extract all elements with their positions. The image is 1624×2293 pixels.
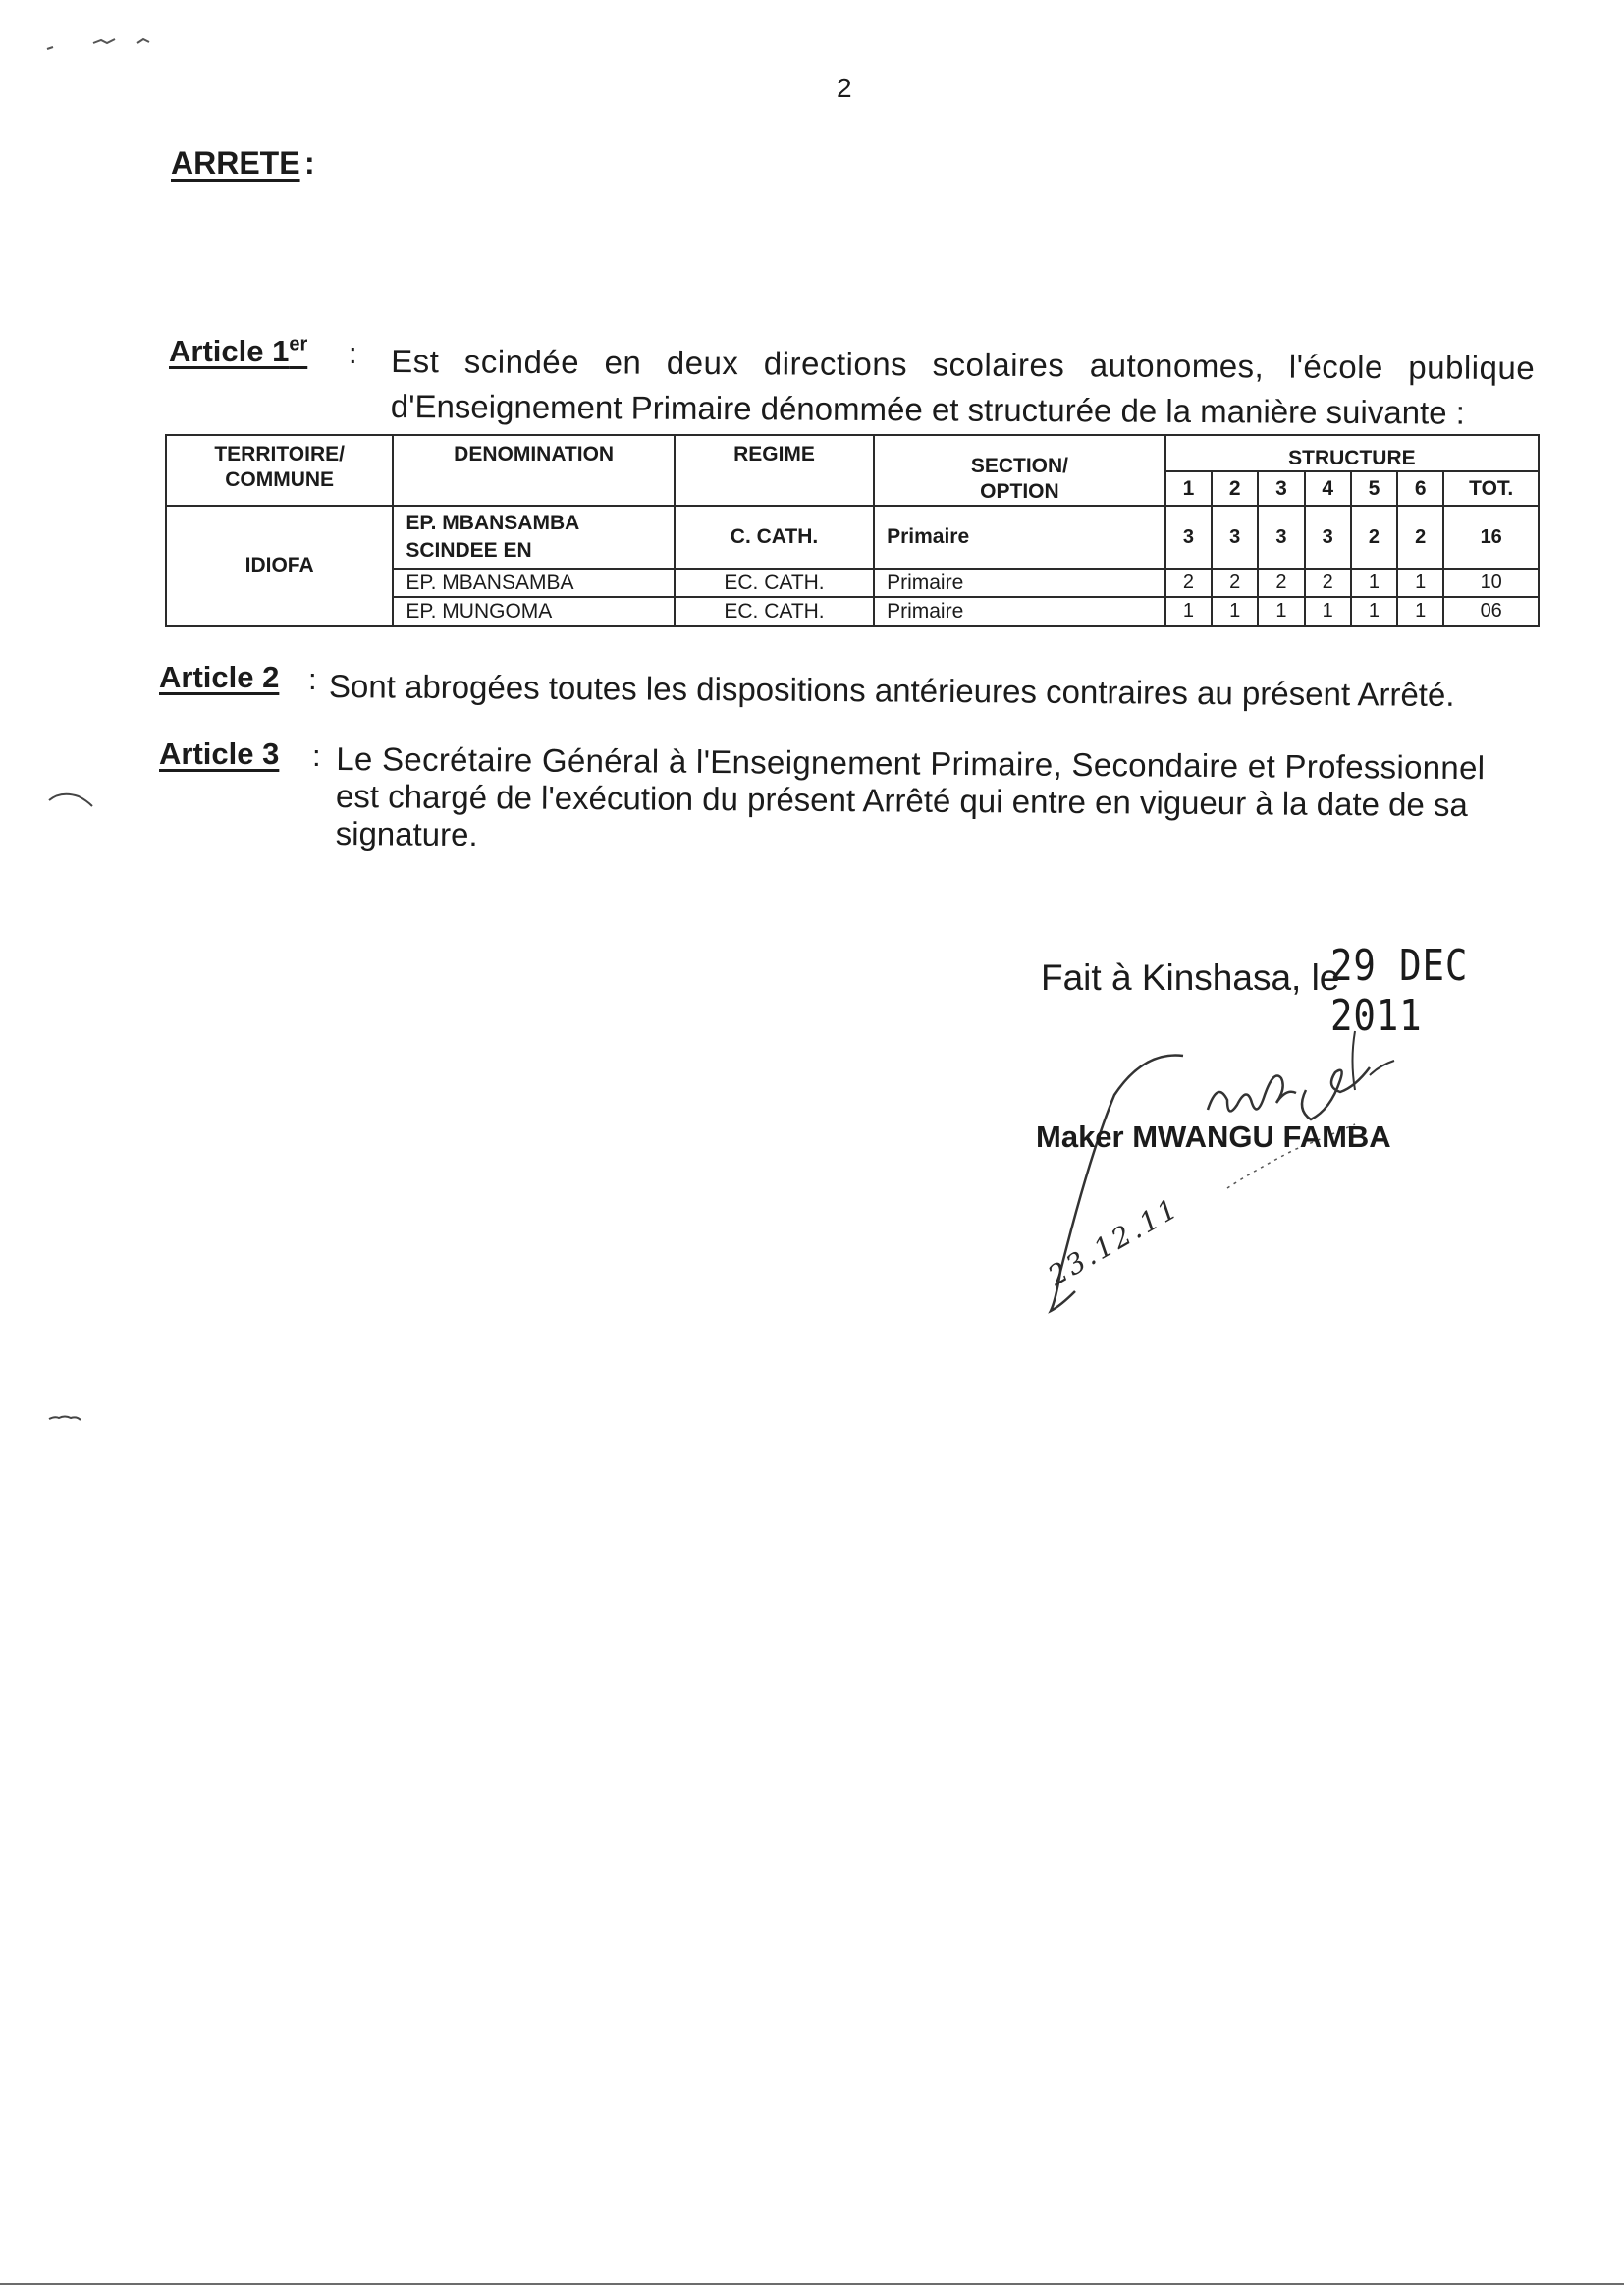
article-3-label: Article 3: [159, 737, 280, 771]
school-structure-table: [165, 434, 1540, 627]
class-cell: 2: [1258, 569, 1304, 597]
article-3-text: [336, 740, 1515, 861]
class-cell: 1: [1212, 597, 1258, 626]
header-total: TOT.: [1443, 471, 1539, 506]
decree-heading: ARRETE: [171, 145, 300, 181]
article-3-line-1: Le Secrétaire Général à l'Enseignement Primaire, Secondaire et Professionnel: [336, 740, 1486, 787]
article-2-colon: :: [308, 662, 317, 696]
denomination-cell: EP. MUNGOMA: [393, 597, 675, 626]
signer-name: Maker MWANGU FAMBA: [1036, 1119, 1391, 1154]
class-cell: 1: [1351, 569, 1397, 597]
article-1-line-1: Est scindée en deux directions scolaires autonomes, l'école publique: [391, 343, 1536, 387]
section-cell: Primaire: [874, 597, 1165, 626]
section-cell: Primaire: [874, 569, 1165, 597]
regime-cell: C. CATH.: [675, 506, 874, 569]
article-3-colon: :: [312, 738, 321, 773]
place-and-date-line: Fait à Kinshasa, le: [1041, 957, 1340, 998]
table-row: [166, 506, 1539, 569]
article-1-label: Article 1er: [169, 334, 308, 369]
article-1-line-2: d'Enseignement Primaire dénommée et structurée de la manière suivante :: [390, 387, 1465, 431]
regime-cell: EC. CATH.: [675, 597, 874, 626]
header-class-2: 2: [1212, 471, 1258, 506]
class-cell: 1: [1397, 569, 1443, 597]
heading-colon: :: [304, 145, 315, 181]
class-cell: 1: [1351, 597, 1397, 626]
regime-cell: EC. CATH.: [675, 569, 874, 597]
article-2-label: Article 2: [159, 660, 280, 694]
header-class-1: 1: [1165, 471, 1212, 506]
handwritten-date: 23.12.11: [1042, 1190, 1186, 1292]
class-cell: 2: [1165, 569, 1212, 597]
class-cell: 1: [1305, 597, 1351, 626]
class-cell: 3: [1165, 506, 1212, 569]
class-cell: 2: [1305, 569, 1351, 597]
article-2-text: Sont abrogées toutes les dispositions antérieures contraires au présent Arrêté.: [328, 668, 1455, 714]
class-cell: 2: [1212, 569, 1258, 597]
header-class-6: 6: [1397, 471, 1443, 506]
denomination-cell: EP. MBANSAMBA: [393, 569, 675, 597]
class-cell: 3: [1305, 506, 1351, 569]
total-cell: 16: [1443, 506, 1539, 569]
class-cell: 1: [1397, 597, 1443, 626]
article-1-text: [391, 339, 1536, 436]
header-territoire: TERRITOIRE/ COMMUNE: [166, 435, 393, 506]
total-cell: 10: [1443, 569, 1539, 597]
class-cell: 2: [1351, 506, 1397, 569]
page-bottom-rule: [0, 2283, 1624, 2285]
territoire-cell: IDIOFA: [166, 506, 393, 626]
header-class-4: 4: [1305, 471, 1351, 506]
header-structure: STRUCTURE: [1165, 435, 1539, 471]
section-cell: Primaire: [874, 506, 1165, 569]
header-denomination: DENOMINATION: [393, 435, 675, 506]
class-cell: 1: [1165, 597, 1212, 626]
date-stamp: 29 DEC 2011: [1330, 941, 1469, 1041]
page-number: 2: [837, 73, 852, 103]
header-class-5: 5: [1351, 471, 1397, 506]
article-3-line-3: signature.: [335, 814, 478, 853]
denomination-cell: EP. MBANSAMBA SCINDEE EN: [393, 506, 675, 569]
header-regime: REGIME: [675, 435, 874, 506]
class-cell: 3: [1212, 506, 1258, 569]
article-3-line-2: est chargé de l'exécution du présent Arrêté qui entre en vigueur à la date de sa: [335, 778, 1469, 824]
total-cell: 06: [1443, 597, 1539, 626]
handwritten-signature: [982, 982, 1434, 1355]
class-cell: 3: [1258, 506, 1304, 569]
header-class-3: 3: [1258, 471, 1304, 506]
header-section: SECTION/ OPTION: [874, 435, 1165, 506]
article-1-colon: :: [349, 336, 357, 370]
class-cell: 2: [1397, 506, 1443, 569]
class-cell: 1: [1258, 597, 1304, 626]
